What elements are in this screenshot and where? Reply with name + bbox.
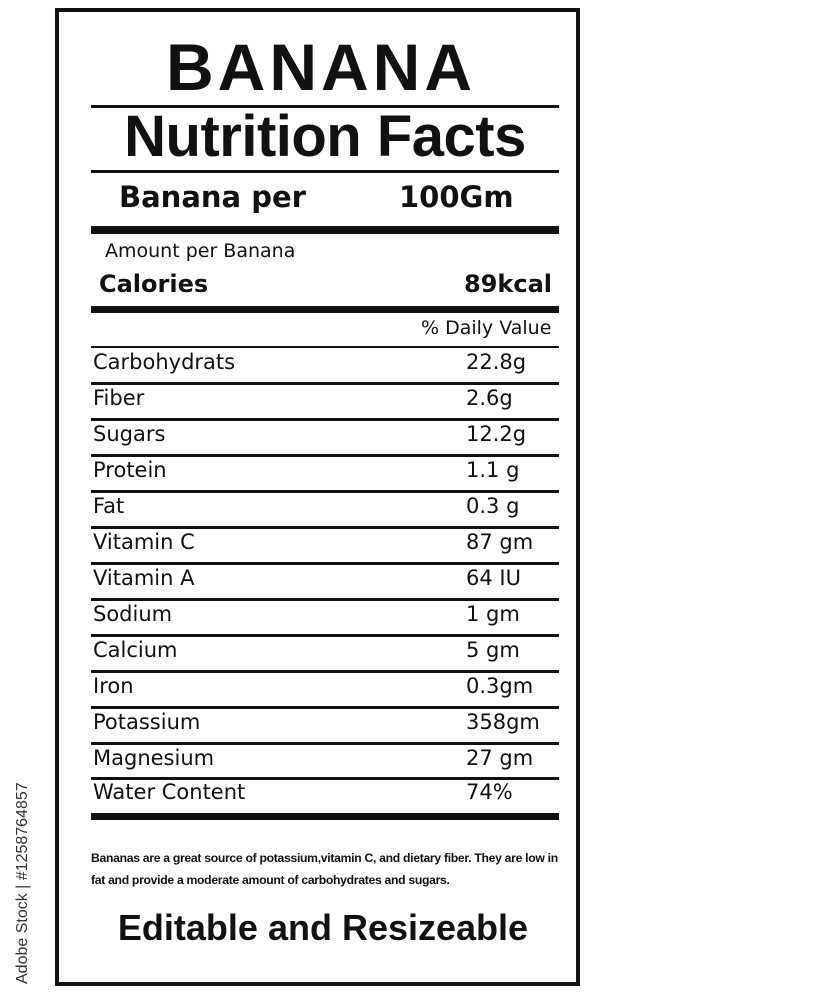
tagline: Editable and Resizeable xyxy=(117,907,529,948)
nutrient-row xyxy=(91,344,559,380)
nutrient-row xyxy=(91,668,559,704)
footnote: Bananas are a great source of potassium,vitamin C, and dietary fiber. They are low in fat and provide a moderate amount of carbohydrates and sugars. xyxy=(91,851,558,887)
nutrient-name: Fat xyxy=(93,494,125,518)
thick-divider xyxy=(91,813,559,820)
nutrient-name: Carbohydrats xyxy=(93,350,236,374)
thick-divider xyxy=(91,226,559,234)
row-divider xyxy=(91,346,559,348)
row-divider xyxy=(91,598,559,601)
nutrient-value: 27 gm xyxy=(466,746,534,770)
stock-id-watermark: Adobe Stock | #1258764857 xyxy=(14,782,31,984)
serving-label: Banana per xyxy=(119,180,306,214)
nutrient-name: Magnesium xyxy=(93,746,215,770)
nutrient-row xyxy=(91,452,559,488)
row-divider xyxy=(91,777,559,780)
nutrient-name: Sugars xyxy=(93,422,166,446)
amount-per: Amount per Banana xyxy=(105,240,296,262)
nutrient-name: Fiber xyxy=(93,386,145,410)
nutrient-name: Water Content xyxy=(93,780,246,804)
serving-value: 100Gm xyxy=(399,180,514,214)
nutrient-value: 358gm xyxy=(466,710,540,734)
product-name: BANANA xyxy=(166,30,476,104)
nutrient-row xyxy=(91,740,559,776)
row-divider xyxy=(91,634,559,637)
nutrient-value: 0.3gm xyxy=(466,674,534,698)
calories-label: Calories xyxy=(99,270,209,298)
row-divider xyxy=(91,562,559,565)
nutrient-row xyxy=(91,632,559,668)
daily-value-header: % Daily Value xyxy=(421,317,552,339)
nutrient-value: 5 gm xyxy=(466,638,520,662)
row-divider xyxy=(91,670,559,673)
nutrient-name: Calcium xyxy=(93,638,178,662)
nutrient-row xyxy=(91,596,559,632)
row-divider xyxy=(91,706,559,709)
nutrient-value: 2.6g xyxy=(466,386,513,410)
nutrient-name: Sodium xyxy=(93,602,173,626)
row-divider xyxy=(91,382,559,385)
nutrient-value: 74% xyxy=(466,780,513,804)
row-divider xyxy=(91,418,559,421)
nutrient-name: Vitamin C xyxy=(93,530,195,554)
row-divider xyxy=(91,742,559,745)
nutrient-value: 12.2g xyxy=(466,422,527,446)
row-divider xyxy=(91,454,559,457)
nutrient-value: 0.3 g xyxy=(466,494,520,518)
nutrient-name: Protein xyxy=(93,458,167,482)
divider xyxy=(91,170,559,173)
nutrient-name: Potassium xyxy=(93,710,201,734)
thick-divider xyxy=(91,306,559,313)
nutrient-value: 1.1 g xyxy=(466,458,520,482)
nutrient-name: Iron xyxy=(93,674,134,698)
nutrient-row xyxy=(91,560,559,596)
row-divider xyxy=(91,526,559,529)
nutrient-row xyxy=(91,380,559,416)
nutrient-name: Vitamin A xyxy=(93,566,195,590)
nutrient-value: 87 gm xyxy=(466,530,534,554)
calories-value: 89kcal xyxy=(464,270,553,298)
nutrient-value: 1 gm xyxy=(466,602,520,626)
nutrition-label xyxy=(55,8,580,986)
nutrient-value: 64 IU xyxy=(466,566,521,590)
nutrient-row xyxy=(91,704,559,740)
label-title: Nutrition Facts xyxy=(124,104,526,169)
nutrient-row xyxy=(91,488,559,524)
nutrient-row xyxy=(91,416,559,452)
nutrient-value: 22.8g xyxy=(466,350,527,374)
nutrient-row xyxy=(91,524,559,560)
row-divider xyxy=(91,490,559,493)
